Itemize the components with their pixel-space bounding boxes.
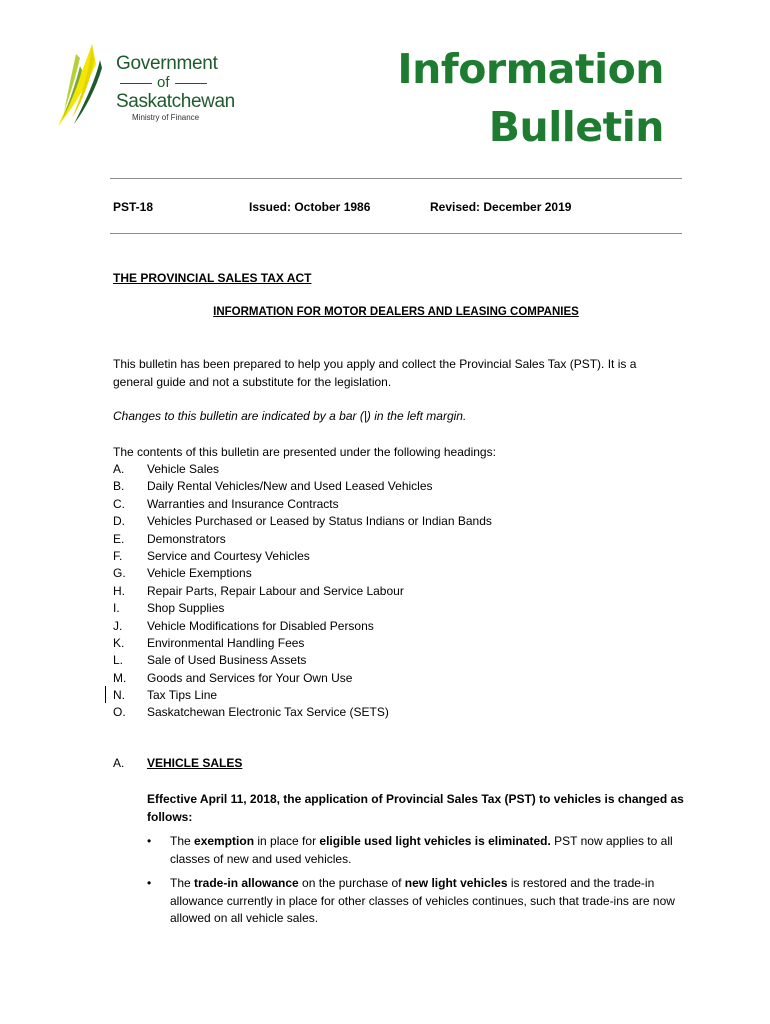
toc-text: Environmental Handling Fees [147, 635, 305, 650]
bullet-text: on the purchase of [298, 876, 405, 890]
bullet-bold-text: exemption [194, 834, 255, 848]
toc-letter: L. [113, 653, 124, 668]
toc-text: Tax Tips Line [147, 688, 218, 703]
issued-date: Issued: October 1986 [249, 200, 371, 214]
contents-intro: The contents of this bulletin are presented under the following headings: [113, 445, 496, 459]
toc-letter: O. [113, 705, 126, 720]
toc-letter: G. [113, 566, 126, 581]
changes-note: Changes to this bulletin are indicated by a bar (|) in the left margin. [113, 409, 467, 423]
header-divider-bottom [110, 233, 682, 234]
bullet-bold-text: new light vehicles [404, 876, 508, 890]
toc-text: Goods and Services for Your Own Use [147, 670, 353, 685]
section-a-bullets [147, 833, 677, 935]
section-a-title: VEHICLE SALES [147, 756, 243, 770]
toc-letter: B. [113, 479, 125, 494]
toc-text: Demonstrators [147, 531, 226, 546]
bullet-icon: • [147, 876, 152, 890]
change-bar [105, 686, 106, 703]
toc-text: Vehicle Exemptions [147, 566, 252, 581]
toc-text: Sale of Used Business Assets [147, 653, 307, 668]
header-divider-top [110, 178, 682, 179]
bullet-text: The [170, 834, 195, 848]
revised-date: Revised: December 2019 [430, 200, 572, 214]
title-line-information: Information [397, 45, 664, 93]
bullet-text: is restored and the trade-in allowance currently in place for other classes of vehicles continues, such that trade-ins are now allowed on all vehicle sales. [170, 876, 675, 925]
toc-letter: A. [113, 462, 125, 476]
government-logo [56, 42, 236, 142]
toc-letter: J. [113, 618, 123, 633]
list-item [147, 875, 677, 928]
toc-text: Daily Rental Vehicles/New and Used Leased Vehicles [147, 479, 433, 494]
bullet-text: PST now applies to all classes of new and used vehicles. [170, 834, 673, 866]
toc-text: Shop Supplies [147, 601, 225, 616]
bullet-bold-text: trade-in allowance [194, 876, 299, 890]
toc-letter: H. [113, 583, 125, 598]
wheat-sheaf-icon [56, 42, 116, 132]
logo-of-word: of [157, 74, 170, 91]
toc-letter: K. [113, 635, 125, 650]
logo-saskatchewan-text: Saskatchewan [116, 91, 235, 112]
toc-text: Saskatchewan Electronic Tax Service (SETS) [147, 705, 389, 720]
toc-letter: E. [113, 531, 125, 546]
intro-paragraph: This bulletin has been prepared to help you apply and collect the Provincial Sales Tax (PST). It is a general guide and not a substitute for the legislation. [113, 357, 637, 389]
logo-of-text [120, 74, 235, 92]
toc-letter: F. [113, 548, 123, 563]
bullet-bold-text: eligible used light vehicles is eliminated. [319, 834, 551, 848]
toc-letter: M. [113, 670, 127, 685]
bullet-icon: • [147, 834, 152, 848]
act-title: THE PROVINCIAL SALES TAX ACT [113, 271, 312, 285]
page-title [397, 40, 664, 156]
effective-statement: Effective April 11, 2018, the application of Provincial Sales Tax (PST) to vehicles is changed as follows: [147, 792, 684, 824]
toc-text: Vehicle Modifications for Disabled Persons [147, 618, 374, 633]
toc-letter: N. [113, 688, 125, 703]
toc-text: Repair Parts, Repair Labour and Service Labour [147, 583, 404, 598]
logo-government-text: Government [116, 53, 218, 74]
toc-text: Service and Courtesy Vehicles [147, 548, 310, 563]
section-a-letter: A. [113, 756, 125, 770]
toc-text: Vehicle Sales [147, 462, 220, 476]
bullet-text: The [170, 876, 195, 890]
title-line-bulletin: Bulletin [488, 103, 664, 151]
toc-letter: I. [113, 601, 120, 616]
toc-text: Warranties and Insurance Contracts [147, 496, 339, 511]
logo-ministry-text: Ministry of Finance [132, 113, 200, 122]
bullet-text: in place for [254, 834, 320, 848]
document-subtitle: INFORMATION FOR MOTOR DEALERS AND LEASING COMPANIES [213, 306, 579, 318]
toc-letter: D. [113, 514, 125, 529]
toc-letter: C. [113, 496, 125, 511]
list-item [147, 833, 677, 868]
toc-text: Vehicles Purchased or Leased by Status Indians or Indian Bands [147, 514, 492, 529]
bulletin-number: PST-18 [113, 200, 154, 214]
